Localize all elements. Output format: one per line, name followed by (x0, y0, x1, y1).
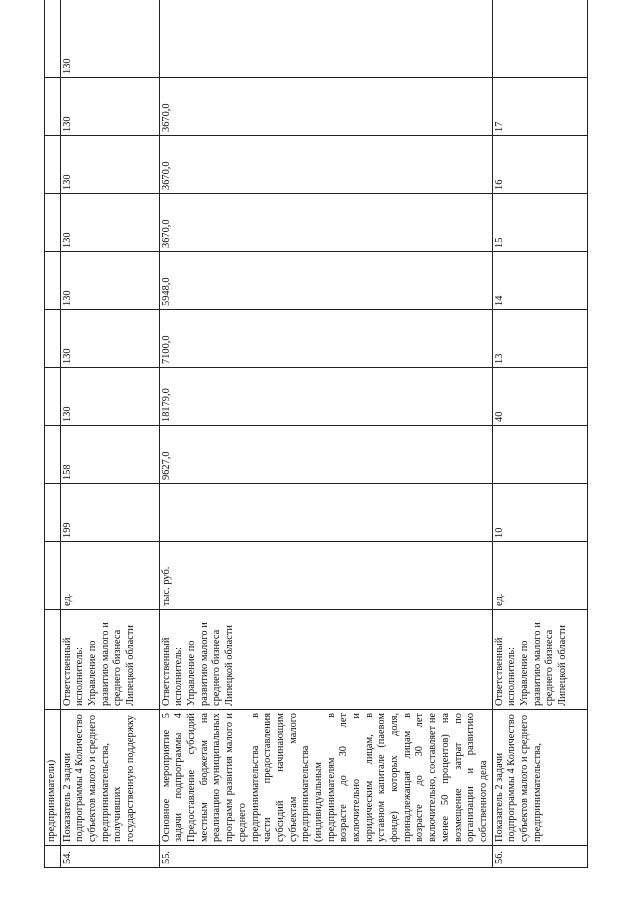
value-cell (45, 194, 61, 252)
value-cell: 130 (60, 252, 159, 310)
indicator-cell: Показатель 2 задачи подпрограммы 4 Количество субъектов малого и среднего предпринимательства, (492, 710, 587, 846)
executor-cell (45, 610, 61, 710)
unit-cell: тыс. руб. (159, 542, 492, 610)
value-cell: 130 (60, 310, 159, 368)
value-cell: 13 (492, 310, 587, 368)
indicator-cell: предприниматели) (45, 710, 61, 846)
value-cell: 3670,0 (159, 78, 492, 136)
value-cell: 15 (492, 194, 587, 252)
value-cell: 130 (60, 78, 159, 136)
value-cell: 158 (60, 426, 159, 484)
value-cell (45, 484, 61, 542)
value-cell: 9627,0 (159, 426, 492, 484)
value-cell: 7100,0 (159, 310, 492, 368)
value-cell: 199 (60, 484, 159, 542)
value-cell (492, 0, 587, 78)
row-number-cell (45, 846, 61, 868)
table-row (45, 0, 61, 868)
executor-cell: Ответственный исполнитель: Управление по развитию малого и среднего бизнеса Липецкой области (492, 610, 587, 710)
value-cell (492, 426, 587, 484)
value-cell: 5948,0 (159, 252, 492, 310)
value-cell: 40 (492, 368, 587, 426)
value-cell (45, 426, 61, 484)
value-cell: 130 (60, 136, 159, 194)
indicator-cell: Показатель 2 задачи подпрограммы 4 Количество субъектов малого и среднего предпринимательства, получивших государственную поддержку (60, 710, 159, 846)
value-cell: 18179,0 (159, 368, 492, 426)
value-cell (45, 0, 61, 78)
indicators-table (44, 0, 588, 868)
value-cell: 14 (492, 252, 587, 310)
row-number-cell: 54. (60, 846, 159, 868)
value-cell: 17 (492, 78, 587, 136)
table-row (159, 0, 492, 868)
executor-cell: Ответственный исполнитель: Управление по развитию малого и среднего бизнеса Липецкой области (60, 610, 159, 710)
executor-cell: Ответственный исполнитель: Управление по развитию малого и среднего бизнеса Липецкой области (159, 610, 492, 710)
value-cell: 3670,0 (159, 136, 492, 194)
value-cell (159, 484, 492, 542)
value-cell (45, 136, 61, 194)
value-cell (159, 0, 492, 78)
table-row (60, 0, 159, 868)
value-cell (45, 310, 61, 368)
value-cell: 130 (60, 194, 159, 252)
value-cell: 3670,0 (159, 194, 492, 252)
value-cell (45, 368, 61, 426)
rotated-page (44, 33, 594, 868)
value-cell (45, 78, 61, 136)
unit-cell: ед. (492, 542, 587, 610)
value-cell: 130 (60, 0, 159, 78)
unit-cell: ед. (60, 542, 159, 610)
value-cell: 16 (492, 136, 587, 194)
value-cell (45, 252, 61, 310)
table-row (492, 0, 587, 868)
unit-cell (45, 542, 61, 610)
row-number-cell: 56. (492, 846, 587, 868)
value-cell: 130 (60, 368, 159, 426)
value-cell: 10 (492, 484, 587, 542)
row-number-cell: 55. (159, 846, 492, 868)
indicator-cell: Основное мероприятие 5 задачи подпрограммы 4 Предоставление субсидий местным бюджетам на реализацию муниципальных программ развития малого и среднего предпринимательства в части предоставления субсидий начинающим субъектам малого предпринимательства (индивидуальным предпринимателям в возрасте до 30 лет включительно и юридическим лицам, в уставном капитале (паевом фонде) которых доля, принадлежащая лицам в возрасте до 30 лет включительно, составляет не менее 50 процентов) на возмещение затрат по организации и развитию собственного дела (159, 710, 492, 846)
